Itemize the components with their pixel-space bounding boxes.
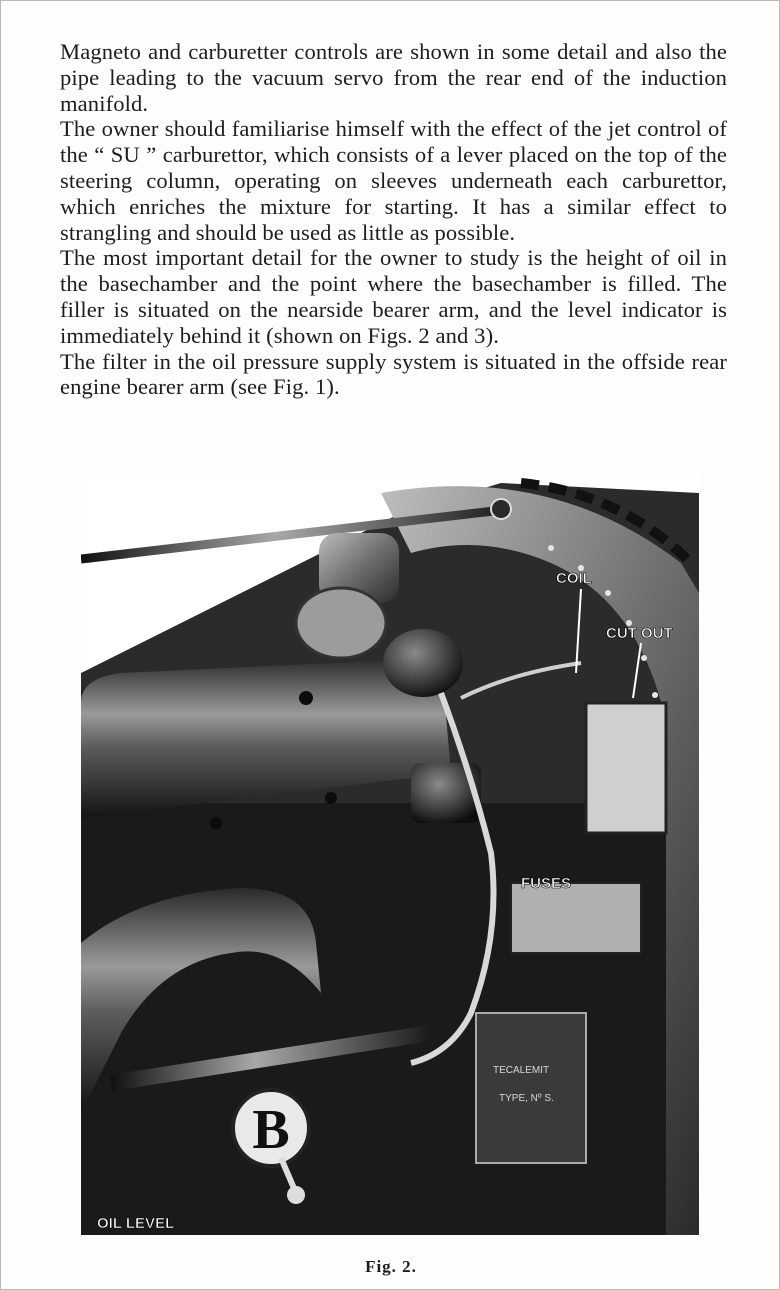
distributor-cap	[383, 629, 463, 697]
tecalemit-oiler	[476, 1013, 586, 1163]
paragraph-2: The owner should familiarise himself with the effect of the jet control of the “ SU ” carburettor, which consists of a lever placed on the top of the steering column, operating on sleeves underneath each carburettor, which enriches the mixture for starting. It has a similar effect to strangling and should be used as little as possible.	[60, 116, 727, 245]
rod-joint	[491, 499, 511, 519]
engine-illustration	[81, 473, 699, 1235]
cover-bolt	[210, 817, 222, 829]
label-cut-out: CUT OUT	[606, 625, 673, 642]
bentley-badge: B	[252, 1099, 290, 1161]
label-coil: COIL	[556, 570, 592, 587]
fuse-box	[511, 883, 641, 953]
paragraph-4: The filter in the oil pressure supply system is situated in the offside rear engine bearer arm (see Fig. 1).	[60, 348, 727, 400]
oiler-label-2: TYPE, Nº S.	[499, 1093, 554, 1104]
paragraph-1: Magneto and carburetter controls are shown in some detail and also the pipe leading to the vacuum servo from the rear end of the induction manifold.	[60, 39, 727, 116]
body-text	[60, 39, 727, 400]
cut-out-box	[586, 703, 666, 833]
engine-photograph	[81, 473, 699, 1235]
filler-knob	[287, 1186, 305, 1204]
cover-bolt	[325, 792, 337, 804]
cover-bolt	[299, 691, 313, 705]
oiler-label-1: TECALEMIT	[493, 1065, 550, 1076]
paragraph-3: The most important detail for the owner to study is the height of oil in the basechamber and the point where the basechamber is filled. The filler is situated on the nearside bearer arm, and the level indicator is immediately behind it (shown on Figs. 2 and 3).	[60, 245, 727, 348]
label-fuses: FUSES	[521, 875, 572, 892]
label-oil-level: OIL LEVEL	[97, 1215, 175, 1232]
figure-caption: Fig. 2.	[365, 1257, 417, 1276]
carburettor-bell	[296, 588, 386, 658]
lower-bay	[81, 803, 699, 1235]
